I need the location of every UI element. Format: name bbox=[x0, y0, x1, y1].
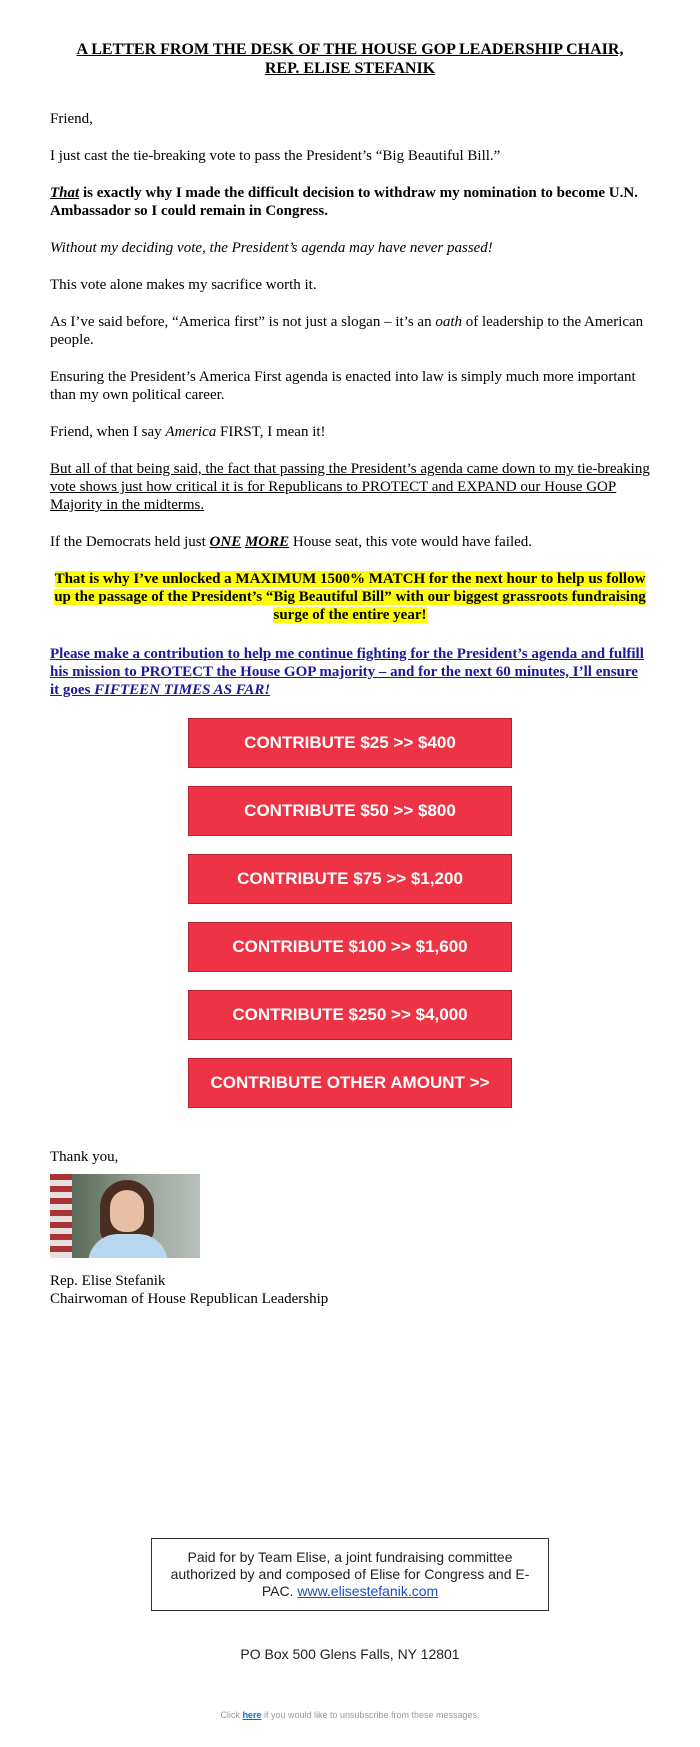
flag-shape bbox=[50, 1174, 72, 1258]
text-oath-a: As I’ve said before, “America first” is not just a slogan – it’s an bbox=[50, 314, 436, 330]
emphasis-more: MORE bbox=[244, 534, 290, 550]
contribute-other-button[interactable]: CONTRIBUTE OTHER AMOUNT >> bbox=[188, 1058, 512, 1108]
emphasis-one: ONE bbox=[209, 534, 242, 550]
unsubscribe-text-b: if you would like to unsubscribe from these messages. bbox=[261, 1710, 480, 1720]
contribute-50-button[interactable]: CONTRIBUTE $50 >> $800 bbox=[188, 786, 512, 836]
paid-for-text: Paid for by Team Elise, a joint fundraising committee authorized by and composed of Elise for Congress and E-PAC. bbox=[170, 1549, 530, 1599]
contribute-buttons bbox=[50, 718, 650, 1108]
text-oath-b: of leadership to the American people. bbox=[50, 314, 644, 348]
website-link[interactable]: www.elisestefanik.com bbox=[297, 1583, 439, 1599]
signature-block bbox=[50, 1272, 650, 1308]
contribute-250-button[interactable]: CONTRIBUTE $250 >> $4,000 bbox=[188, 990, 512, 1040]
shirt-shape bbox=[88, 1234, 168, 1258]
paragraph-withdraw bbox=[50, 184, 650, 220]
signature-photo bbox=[50, 1174, 200, 1258]
text-one-more-b: House seat, this vote would have failed. bbox=[289, 534, 533, 550]
match-callout-text: That is why I’ve unlocked a MAXIMUM 1500% MATCH for the next hour to help us follow up the passage of the President’s “Big Beautiful Bill” with our biggest grassroots fundraising surge of the entire year! bbox=[54, 571, 646, 623]
letter-body bbox=[50, 0, 650, 1308]
contribute-25-button[interactable]: CONTRIBUTE $25 >> $400 bbox=[188, 718, 512, 768]
contribution-link-emphasis[interactable]: FIFTEEN TIMES AS FAR! bbox=[94, 682, 271, 698]
emphasis-america: America bbox=[165, 424, 217, 440]
unsubscribe-link[interactable]: here bbox=[242, 1710, 262, 1720]
paragraph-withdraw-text: is exactly why I made the difficult decision to withdraw my nomination to become U.N. Ambassador so I could remain in Congress. bbox=[50, 185, 638, 219]
letter-title: A LETTER FROM THE DESK OF THE HOUSE GOP LEADERSHIP CHAIR, REP. ELISE STEFANIK bbox=[76, 41, 624, 77]
unsubscribe-notice bbox=[0, 1710, 700, 1720]
contribute-75-button[interactable]: CONTRIBUTE $75 >> $1,200 bbox=[188, 854, 512, 904]
face-shape bbox=[110, 1190, 144, 1232]
text-america-a: Friend, when I say bbox=[50, 424, 166, 440]
match-callout bbox=[50, 570, 650, 624]
paragraph-deciding-vote bbox=[50, 239, 650, 257]
paragraph-sacrifice: This vote alone makes my sacrifice worth it. bbox=[50, 277, 317, 293]
contribution-link[interactable] bbox=[50, 645, 650, 699]
contribute-100-button[interactable]: CONTRIBUTE $100 >> $1,600 bbox=[188, 922, 512, 972]
paragraph-majority: But all of that being said, the fact that passing the President’s agenda came down to my tie-breaking vote shows just how critical it is for Republicans to PROTECT and EXPAND our House GOP Majority in the midterms. bbox=[50, 461, 650, 513]
paragraph-one-more bbox=[50, 533, 650, 551]
contribution-link-text[interactable]: Please make a contribution to help me continue fighting for the President’s agenda and fulfill his mission to PROTECT the House GOP majority – and for the next 60 minutes, I’ll ensure it goes bbox=[50, 646, 644, 698]
paragraph-career: Ensuring the President’s America First agenda is enacted into law is simply much more important than my own political career. bbox=[50, 369, 636, 403]
italic-deciding-vote: Without my deciding vote, the President’s agenda may have never passed! bbox=[50, 240, 493, 256]
greeting: Friend, bbox=[50, 111, 93, 127]
paragraph-tie-vote: I just cast the tie-breaking vote to pass the President’s “Big Beautiful Bill.” bbox=[50, 148, 501, 164]
mailing-address: PO Box 500 Glens Falls, NY 12801 bbox=[240, 1646, 460, 1662]
text-america-b: FIRST, I mean it! bbox=[216, 424, 326, 440]
signature-role: Chairwoman of House Republican Leadership bbox=[50, 1291, 329, 1307]
paragraph-oath bbox=[50, 313, 650, 349]
thanks: Thank you, bbox=[50, 1149, 119, 1165]
signature-name: Rep. Elise Stefanik bbox=[50, 1273, 166, 1289]
unsubscribe-text-a: Click bbox=[220, 1710, 243, 1720]
emphasis-that: That bbox=[50, 185, 80, 201]
emphasis-oath: oath bbox=[435, 314, 462, 330]
paragraph-america-first bbox=[50, 423, 650, 441]
paid-for-disclaimer bbox=[151, 1538, 549, 1611]
text-one-more-a: If the Democrats held just bbox=[50, 534, 210, 550]
